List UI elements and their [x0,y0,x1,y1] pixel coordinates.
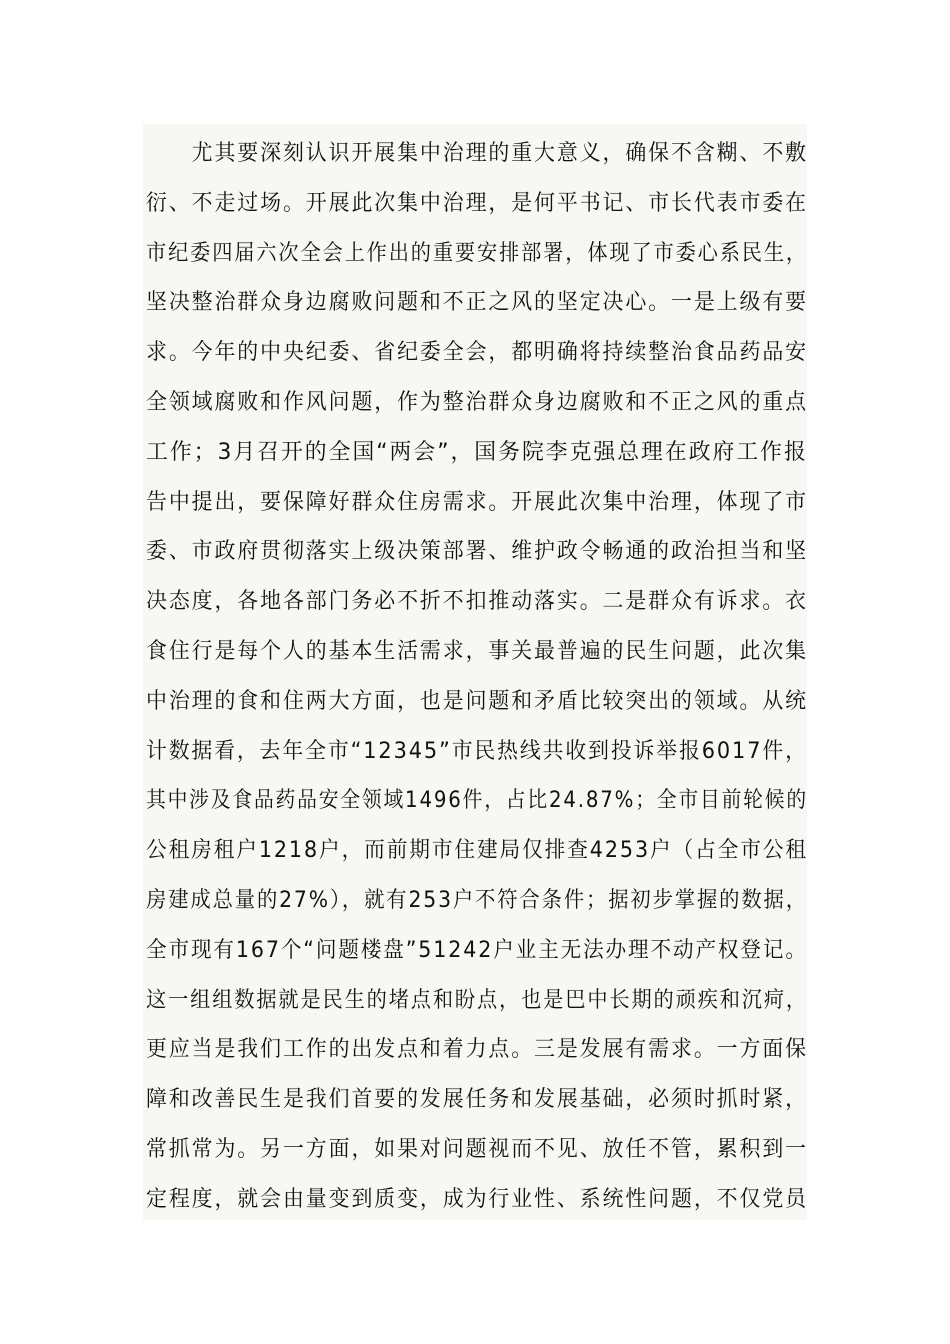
text-line: 求。今年的中央纪委、省纪委全会，都明确将持续整治食品药品安 [146,340,808,366]
text-line: 决态度，各地各部门务必不折不扣推动落实。二是群众有诉求。衣 [146,589,808,615]
text-line: 市纪委四届六次全会上作出的重要安排部署，体现了市委心系民生， [146,240,808,266]
text-line: 常抓常为。另一方面，如果对问题视而不见、放任不管，累积到一 [146,1137,808,1162]
text-line: 全领域腐败和作风问题，作为整治群众身边腐败和不正之风的重点 [146,390,808,415]
text-line: 这一组组数据就是民生的堵点和盼点，也是巴中长期的顽疾和沉疴， [146,987,808,1013]
text-line: 其中涉及食品药品安全领域1496件，占比24.87%；全市目前轮候的 [146,788,808,814]
text-line: 定程度，就会由量变到质变，成为行业性、系统性问题，不仅党员 [146,1186,808,1212]
text-line: 衍、不走过场。开展此次集中治理，是何平书记、市长代表市委在 [146,190,808,216]
text-line: 尤其要深刻认识开展集中治理的重大意义，确保不含糊、不敷 [146,141,808,166]
text-line: 工作；3月召开的全国“两会”，国务院李克强总理在政府工作报 [146,439,808,465]
text-line: 更应当是我们工作的出发点和着力点。三是发展有需求。一方面保 [146,1037,808,1063]
text-line: 告中提出，要保障好群众住房需求。开展此次集中治理，体现了市 [146,489,808,515]
text-line: 公租房租户1218户，而前期市住建局仅排查4253户（占全市公租 [146,838,808,864]
text-line: 全市现有167个“问题楼盘”51242户业主无法办理不动产权登记。 [146,937,808,963]
text-line: 委、市政府贯彻落实上级决策部署、维护政令畅通的政治担当和坚 [146,539,808,565]
text-line: 房建成总量的27%），就有253户不符合条件；据初步掌握的数据， [146,888,808,913]
paragraph-text-block [143,124,807,1220]
text-line: 坚决整治群众身边腐败问题和不正之风的坚定决心。一是上级有要 [146,290,808,316]
text-line: 中治理的食和住两大方面，也是问题和矛盾比较突出的领域。从统 [146,688,808,714]
text-line: 计数据看，去年全市“12345”市民热线共收到投诉举报6017件， [146,738,808,764]
text-line: 障和改善民生是我们首要的发展任务和发展基础，必须时抓时紧， [146,1087,808,1113]
text-line: 食住行是每个人的基本生活需求，事关最普遍的民生问题，此次集 [146,639,808,664]
